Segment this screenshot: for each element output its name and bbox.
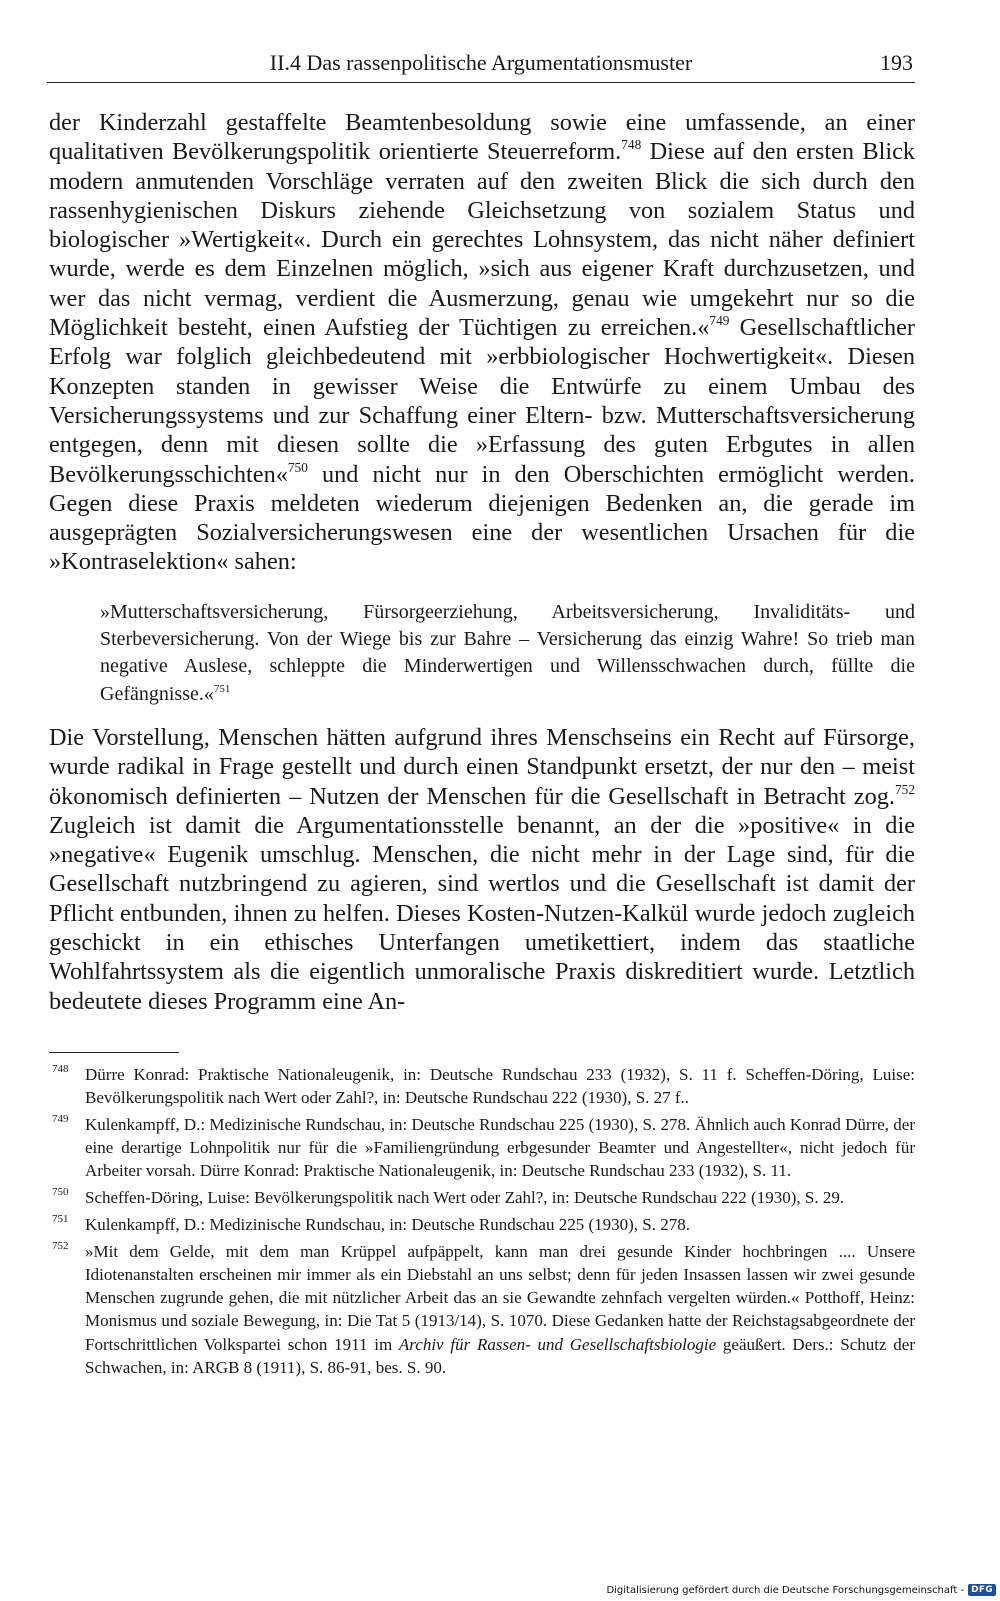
- text-run: Dürre Konrad: Praktische Nationaleugenik, in: Deutsche Rundschau 233 (1932), S. 11 f. Scheffen-Döring, Luise: Bevölkerungspolitik nach Wert oder Zahl?, in: Deutsche Rundschau 222 (1930), S. 27 f..: [85, 1065, 915, 1108]
- footnote-number: 752: [52, 1239, 69, 1252]
- footnote-number: 749: [52, 1113, 69, 1125]
- text-run: Gesellschaftlicher Erfolg war folglich gleichbedeutend mit »erbbiologischer Hochwertigkeit«. Diesen Konzepten standen in gewisser Weise die Entwürfe zu einem Umbau des Versicherungssystems und zur Schaffung einer Eltern- bzw. Mutterschaftsversicherung entgegen, denn mit diesen sollte die »Erfassung des guten Erbgutes in allen Bevölkerungsschichten«: [49, 314, 915, 488]
- text-run: Diese auf den ersten Blick modern anmutenden Vorschläge verraten auf den zweiten Blick die sich durch den rassenhygienischen Diskurs ziehende Gleichsetzung von sozialem Status und biologischer »Wertigkeit«. Durch ein gerechtes Lohnsystem, das nicht näher definiert wurde, werde es dem Einzelnen möglich, »sich aus eigener Kraft durchzusetzen, und wer das nicht vermag, verdient die Ausmerzung, genau wie umgekehrt nur so die Möglichkeit besteht, einen Aufstieg der Tüchtigen zu erreichen.«: [49, 138, 915, 342]
- paragraph: [49, 723, 915, 1016]
- footnote-number: 750: [52, 1186, 69, 1199]
- footnote: [49, 1186, 915, 1209]
- text-run: Kulenkampff, D.: Medizinische Rundschau, in: Deutsche Rundschau 225 (1930), S. 278. Ähnlich auch Konrad Dürre, der eine derartige Lohnpolitik nur für die »Familiengründung erbgesunder Beamter und Angestellter«, nicht jedoch für Arbeiter vorsah. Dürre Konrad: Praktische Nationaleugenik, in: Deutsche Rundschau 233 (1932), S. 11.: [85, 1115, 915, 1181]
- text-run: »Mit dem Gelde, mit dem man Krüppel aufpäppelt, kann man drei gesunde Kinder hochbringen .... Unsere Idiotenanstalten erscheinen mir immer als ein Diebstahl an uns selbst; denn für jeden Insassen lassen wir zwei gesunde Menschen zugrunde gehen, die mit nützlicher Arbeit das an sie Gewandte zehnfach vergelten würden.« Potthoff, Heinz: Monismus und soziale Bewegung, in: Die Tat 5 (1913/14), S. 1070. Diese Gedanken hatte der Reichstagsabgeordnete der Fortschrittlichen Volkspartei schon 1911 im: [85, 1241, 915, 1354]
- text-run: »Mutterschaftsversicherung, Fürsorgeerziehung, Arbeitsversicherung, Invaliditäts- und Sterbeversicherung. Von der Wiege bis zur Bahre – Versicherung das einzig Wahre! So trieb man negative Auslese, schleppte die Minderwertigen und Willensschwachen durch, füllte die Gefängnisse.«: [100, 601, 915, 705]
- credit-text: Digitalisierung gefördert durch die Deutsche Forschungsgemeinschaft -: [606, 1584, 965, 1596]
- footnote: [49, 1063, 915, 1109]
- footnote-ref: 752: [894, 781, 915, 797]
- digitization-credit: [606, 1582, 996, 1598]
- text-run: Die Vorstellung, Menschen hätten aufgrund ihres Menschseins ein Recht auf Fürsorge, wurde radikal in Frage gestellt und durch einen Standpunkt ersetzt, der nur den – meist ökonomisch definierten – Nutzen der Menschen für die Gesellschaft in Betracht zog.: [49, 724, 915, 810]
- dfg-logo-icon: DFG: [968, 1584, 996, 1596]
- page-header: [47, 46, 915, 83]
- body-paragraph-1: [49, 108, 915, 577]
- footnote-number: 748: [52, 1063, 69, 1075]
- footnotes: [49, 1063, 915, 1383]
- body-paragraph-2: [49, 723, 915, 1016]
- block-quote: [100, 599, 915, 708]
- footnote: [49, 1213, 915, 1236]
- footnote-separator: [49, 1052, 179, 1053]
- text-run: geäußert. Ders.: Schutz der Schwachen, in: ARGB 8 (1911), S. 86-91, bes. S. 90.: [85, 1334, 915, 1377]
- paragraph: [49, 108, 915, 577]
- italic-title: Archiv für Rassen- und Gesellschaftsbiologie: [398, 1334, 717, 1354]
- footnote-ref: 748: [621, 137, 642, 153]
- footnote-ref: 751: [213, 682, 231, 695]
- text-run: der Kinderzahl gestaffelte Beamtenbesoldung sowie eine umfassende, an einer qualitativen Bevölkerungspolitik orientierte Steuerreform.: [49, 109, 915, 166]
- footnote-number: 751: [52, 1213, 69, 1225]
- page-number: 193: [880, 50, 913, 75]
- text-run: Zugleich ist damit die Argumentationsstelle benannt, an der die »positive« in die »negative« Eugenik umschlug. Menschen, die nicht mehr in der Lage sind, für die Gesellschaft nutzbringend zu agieren, sind wertlos und die Gesellschaft ist damit der Pflicht entbunden, ihnen zu helfen. Dieses Kosten-Nutzen-Kalkül wurde jedoch zugleich geschickt in ein ethisches Unterfangen umetikettiert, indem das staatliche Wohlfahrtssystem als die eigentlich unmoralische Praxis diskreditiert wurde. Letztlich bedeutete dieses Programm eine An-: [49, 811, 915, 1015]
- running-head: II.4 Das rassenpolitische Argumentationsmuster: [269, 50, 693, 75]
- footnote: [49, 1113, 915, 1183]
- quote-text: [100, 599, 915, 708]
- text-run: Kulenkampff, D.: Medizinische Rundschau, in: Deutsche Rundschau 225 (1930), S. 278.: [85, 1215, 690, 1234]
- text-run: Scheffen-Döring, Luise: Bevölkerungspolitik nach Wert oder Zahl?, in: Deutsche Rundschau 222 (1930), S. 29.: [85, 1188, 845, 1208]
- footnote-ref: 749: [709, 313, 730, 329]
- footnote: [49, 1240, 915, 1379]
- text-run: und nicht nur in den Oberschichten ermöglicht werden. Gegen diese Praxis meldeten wiederum diejenigen Bedenken an, die gerade im ausgeprägten Sozialversicherungswesen eine der wesentlichen Ursachen für die »Kontraselektion« sahen:: [49, 460, 915, 576]
- footnote-ref: 750: [287, 459, 308, 475]
